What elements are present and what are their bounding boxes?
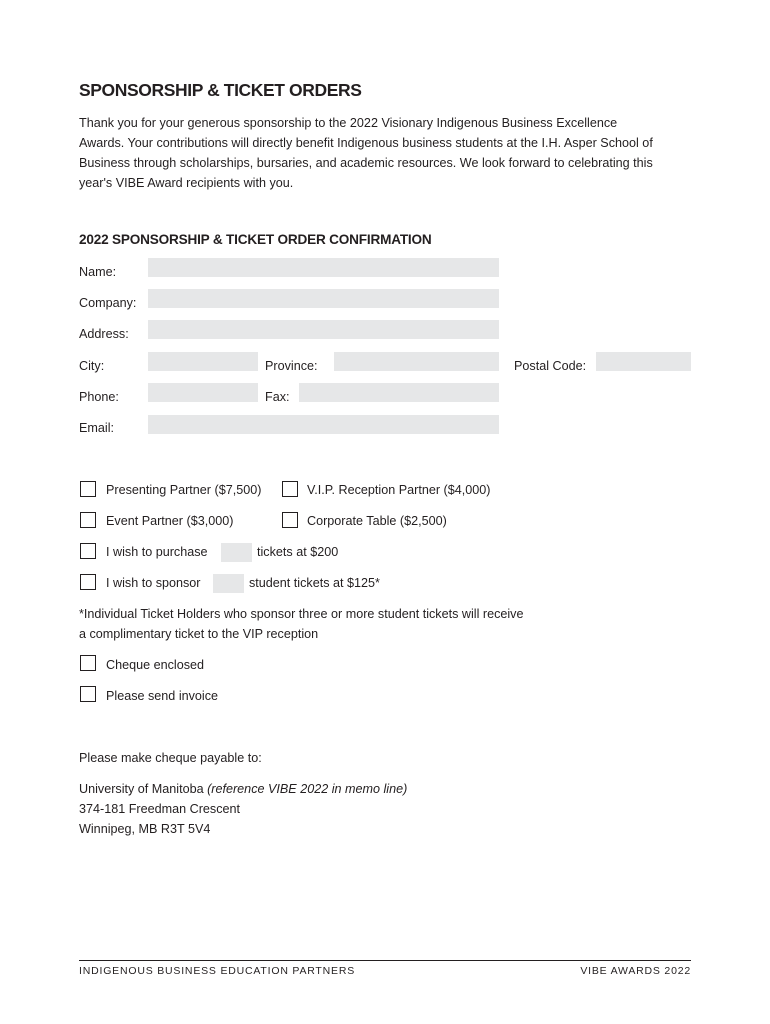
purchase-tickets-suffix: tickets at $200 [257, 545, 339, 559]
postal-code-field[interactable] [596, 352, 691, 371]
postal-code-label: Postal Code: [514, 359, 587, 373]
address-line-1: 374-181 Freedman Crescent [79, 802, 241, 816]
student-ticket-quantity-field[interactable] [213, 574, 244, 593]
intro-paragraph [79, 113, 699, 193]
note-line: a complimentary ticket to the VIP reception [79, 627, 319, 641]
presenting-partner-label: Presenting Partner ($7,500) [106, 483, 262, 497]
purchase-tickets-checkbox[interactable] [80, 543, 96, 559]
intro-line: Awards. Your contributions will directly benefit Indigenous business students at the I.H. Asper School of [79, 136, 653, 150]
corporate-table-label: Corporate Table ($2,500) [307, 514, 447, 528]
event-partner-checkbox[interactable] [80, 512, 96, 528]
memo-note: (reference VIBE 2022 in memo line) [207, 782, 408, 796]
vip-reception-partner-checkbox[interactable] [282, 481, 298, 497]
cheque-enclosed-checkbox[interactable] [80, 655, 96, 671]
city-label: City: [79, 359, 105, 373]
sponsor-students-checkbox[interactable] [80, 574, 96, 590]
province-label: Province: [265, 359, 318, 373]
city-field[interactable] [148, 352, 258, 371]
cheque-enclosed-label: Cheque enclosed [106, 658, 205, 672]
email-field[interactable] [148, 415, 499, 434]
phone-label: Phone: [79, 390, 119, 404]
payee-line [79, 779, 679, 799]
footer-divider [79, 960, 691, 961]
province-field[interactable] [334, 352, 499, 371]
vip-reception-partner-label: V.I.P. Reception Partner ($4,000) [307, 483, 491, 497]
fax-label: Fax: [265, 390, 290, 404]
ticket-quantity-field[interactable] [221, 543, 252, 562]
address-label: Address: [79, 327, 129, 341]
intro-line: year's VIBE Award recipients with you. [79, 176, 294, 190]
email-label: Email: [79, 421, 114, 435]
phone-field[interactable] [148, 383, 258, 402]
intro-line: Business through scholarships, bursaries, and academic resources. We look forward to celebrating this [79, 156, 653, 170]
sponsor-students-prefix: I wish to sponsor [106, 576, 201, 590]
sponsor-students-suffix: student tickets at $125* [249, 576, 380, 590]
send-invoice-checkbox[interactable] [80, 686, 96, 702]
address-line-2: Winnipeg, MB R3T 5V4 [79, 822, 211, 836]
payee-address [79, 779, 679, 839]
footer-left: INDIGENOUS BUSINESS EDUCATION PARTNERS [79, 965, 356, 977]
corporate-table-checkbox[interactable] [282, 512, 298, 528]
intro-line: Thank you for your generous sponsorship to the 2022 Visionary Indigenous Business Excellence [79, 116, 618, 130]
company-field[interactable] [148, 289, 499, 308]
name-label: Name: [79, 265, 117, 279]
fax-field[interactable] [299, 383, 499, 402]
note-line: *Individual Ticket Holders who sponsor three or more student tickets will receive [79, 607, 524, 621]
event-partner-label: Event Partner ($3,000) [106, 514, 234, 528]
payee-name: University of Manitoba [79, 782, 208, 796]
footer-right: VIBE AWARDS 2022 [580, 965, 691, 977]
payable-to-label: Please make cheque payable to: [79, 751, 262, 765]
address-field[interactable] [148, 320, 499, 339]
presenting-partner-checkbox[interactable] [80, 481, 96, 497]
page-title: SPONSORSHIP & TICKET ORDERS [79, 80, 362, 100]
company-label: Company: [79, 296, 137, 310]
student-ticket-note [79, 604, 699, 644]
name-field[interactable] [148, 258, 499, 277]
send-invoice-label: Please send invoice [106, 689, 219, 703]
purchase-tickets-prefix: I wish to purchase [106, 545, 208, 559]
form-heading: 2022 SPONSORSHIP & TICKET ORDER CONFIRMATION [79, 232, 432, 247]
